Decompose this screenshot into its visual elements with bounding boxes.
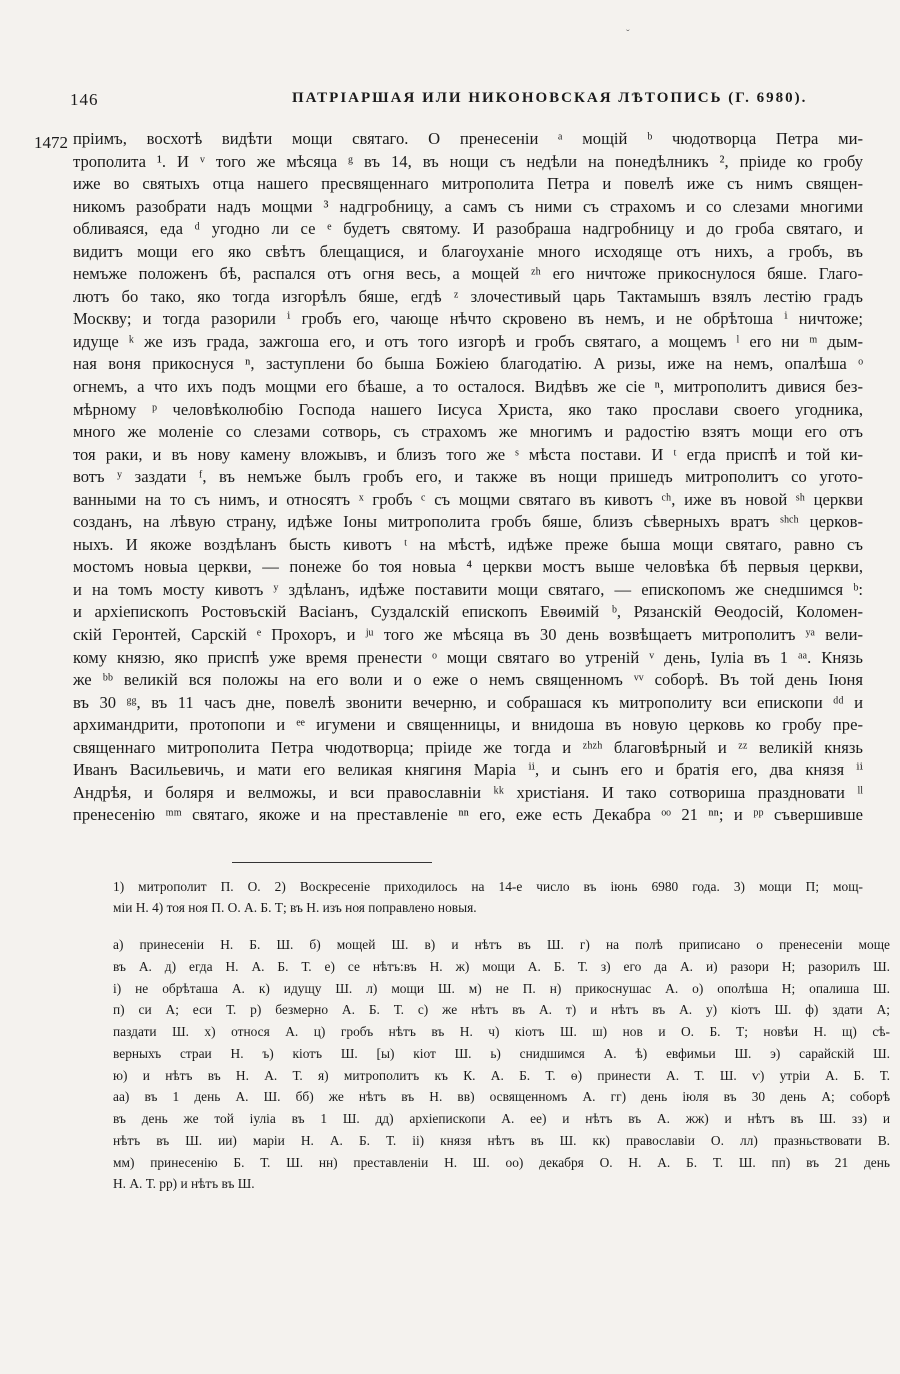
body-text-line: и на томъ мосту кивотъ ʸ здѣланъ, идѣже поставити мощи святаго, — епископомъ же снедшимся ᵇ: bbox=[73, 579, 863, 599]
page-header bbox=[70, 90, 850, 114]
body-text-line: идуще ᵏ же изъ града, зажгоша его, и отъ того изгорѣ и гробъ святаго, а мощемъ ˡ его ни ᵐ дым- bbox=[73, 331, 863, 351]
body-text-line: въ 30 ᵍᵍ, въ 11 часъ дне, повелѣ звонити вечерню, и собрашася къ митрополиту вси епископи ᵈᵈ и bbox=[73, 692, 863, 712]
body-text-line: обливаяся, еда ᵈ угодно ли се ᵉ будетъ святому. И разобраша надгробницу и до гроба святаго, и bbox=[73, 219, 863, 239]
page-smudge: ˇ bbox=[626, 28, 630, 40]
body-text-line: Андрѣя, и боляря и велможы, и вси православніи ᵏᵏ христіаня. И тако сотвориша праздновати ˡˡ bbox=[73, 782, 863, 802]
body-text-line: мѣрному ᵖ человѣколюбію Господа нашего Іисуса Христа, яко тако прослави своего угодника, bbox=[73, 399, 863, 419]
editorial-footnotes bbox=[113, 876, 863, 918]
variant-line: въ день же той іуліа въ 1 Ш. дд) архіепископи А. ее) и нѣтъ въ А. жж) и нѣтъ въ Ш. зз) и bbox=[113, 1111, 890, 1126]
body-text-line: Иванъ Васильевичь, и мати его великая княгиня Маріа ⁱⁱ, и сынъ его и братія его, два князя ⁱⁱ bbox=[73, 760, 863, 780]
margin-year: 1472 bbox=[34, 133, 68, 152]
variant-line: въ А. д) егда Н. А. Б. Т. е) се нѣтъ:въ Н. ж) мощи А. Б. Т. з) его да А. и) разори Н; разорилъ Ш. bbox=[113, 958, 890, 974]
body-text-line: огнемъ, а что ихъ подъ мощми его бѣаше, а то осталося. Видѣвъ же сіе ⁿ, митрополитъ дивися без- bbox=[73, 377, 863, 397]
variant-line: нѣтъ въ Ш. ии) маріи Н. А. Б. Т. іі) князя нѣтъ въ Ш. кк) православіи О. лл) празньствовати В. bbox=[113, 1132, 890, 1148]
body-text-line: вотъ ʸ заздати ᶠ, въ немъже былъ гробъ его, и также въ нощи пришедъ митрополитъ со угото- bbox=[73, 467, 863, 487]
body-text-line: видитъ мощи его яко свѣтъ блещащися, и благоуханіе много исходяще отъ нихъ, а гробъ, въ bbox=[73, 241, 863, 261]
footnote-line: 1) митрополит П. О. 2) Воскресеніе приходилось на 14-е число въ іюнь 6980 года. 3) мощи П; мощ- bbox=[113, 879, 863, 894]
variant-line: і) не обрѣташа А. к) идущу Ш. л) мощи Ш. м) не П. н) прикоснушас А. о) ополѣша Н; опалиша Ш. bbox=[113, 980, 890, 996]
variant-line: верныхъ страи Н. ъ) кіотъ Ш. [ы) кіот Ш. ь) снидшимся А. ѣ) евфимьи Ш. э) сарайскій Ш. bbox=[113, 1045, 890, 1061]
body-text-line: пренесенію ᵐᵐ святаго, якоже и на преставленіе ⁿⁿ его, еже есть Декабра ᵒᵒ 21 ⁿⁿ; и ᵖᵖ съвершивше bbox=[73, 805, 863, 825]
running-head: ПАТРІАРШАЯ ИЛИ НИКОНОВСКАЯ ЛѢТОПИСЬ (Г. 6980). bbox=[292, 90, 808, 106]
footnote-line: міи Н. 4) тоя ноя П. О. А. Б. Т; въ Н. изъ ноя поправлено новыя. bbox=[113, 900, 477, 915]
variant-line: паздати Ш. х) относя А. ц) гробъ нѣтъ въ Н. ч) кіотъ Ш. ш) нов и О. Б. Т; новѣи Н. щ) сѣ- bbox=[113, 1024, 890, 1039]
body-text-line: Москву; и тогда разорили ⁱ гробъ его, чающе нѣчто скровено въ немъ, и не обрѣтоша ⁱ ничтоже; bbox=[73, 309, 863, 329]
body-text-line: пріимъ, восхотѣ видѣти мощи святаго. О пренесеніи ᵃ мощій ᵇ чюдотворца Петра ми- bbox=[73, 129, 863, 148]
body-text-line: немъже положенъ бѣ, распался отъ огня весь, а мощей ᶻʰ его ничтоже прикоснулося бяше. Глаго- bbox=[73, 264, 863, 284]
variant-line: Н. А. Т. рр) и нѣтъ въ Ш. bbox=[113, 1176, 255, 1192]
body-text-line: иже во святыхъ отца нашего пресвященнаго митрополита Петра и повелѣ иже съ нимъ священ- bbox=[73, 174, 863, 194]
body-text-line: скій Геронтей, Сарскій ᵉ Прохоръ, и ʲᵘ того же мѣсяца въ 30 день возвѣщаетъ митрополитъ ʸᵃ вели- bbox=[73, 625, 863, 645]
variant-line: а) принесеніи Н. Б. Ш. б) мощей Ш. в) и нѣтъ въ Ш. г) на полѣ приписано о пренесеніи моще bbox=[113, 937, 890, 952]
body-text-line: никомъ разобрати надъ мощми ³ надгробницу, а самъ съ ними съ страхомъ и со слезами многими bbox=[73, 196, 863, 216]
body-text-line: много же моленіе со слезами сотворь, съ страхомъ же многимъ и радостію взятъ мощи его отъ bbox=[73, 422, 863, 442]
body-text-line: и архіепископъ Ростовъскій Васіанъ, Суздалскій епископъ Евѳимій ᵇ, Рязанскій Ѳеодосій, Коломен- bbox=[73, 602, 863, 622]
footnote-divider bbox=[232, 862, 432, 863]
body-text-line: архимандрити, протопопи и ᵉᵉ игумени и священницы, и внидоша въ новую церковь ко гробу пре- bbox=[73, 715, 863, 735]
variant-line: п) си А; еси Т. р) безмерно А. Б. Т. с) же нѣтъ въ А. т) и нѣтъ въ А. у) кіотъ Ш. ф) здати А; bbox=[113, 1002, 890, 1018]
body-text-line: ная воня прикоснуся ⁿ, заступлени бо быша Божіею благодатію. А ризы, иже на немъ, опалѣша ᵒ bbox=[73, 354, 863, 374]
body-text-line: священнаго митрополита Петра чюдотворца; пріиде же тогда и ᶻʰᶻʰ благовѣрный и ᶻᶻ великій князь bbox=[73, 737, 863, 757]
variant-line: ю) и нѣтъ въ Н. А. Т. я) митрополитъ къ К. А. Б. Т. ѳ) принести А. Т. Ш. ѵ) утріи А. Б. Т. bbox=[113, 1067, 890, 1083]
body-text-line: мостомъ новыа церкви, — понеже бо тоя новыа ⁴ церкви мостъ выше человѣка бѣ первыя церкви, bbox=[73, 557, 863, 577]
body-text-line: созданъ, на лѣвую страну, идѣже Іоны митрополита гробъ бяше, близъ сѣверныхъ вратъ ˢʰᶜʰ церков- bbox=[73, 512, 863, 532]
body-text-line: кому князю, яко приспѣ уже время пренести ᵒ мощи святаго во утреній ᵛ день, Іуліа въ 1 ᵃᵃ. Князь bbox=[73, 647, 863, 667]
body-text-line: ванными на то съ нимъ, и относятъ ˣ гробъ ᶜ съ мощми святаго въ кивотъ ᶜʰ, иже въ новой ˢʰ церкви bbox=[73, 489, 863, 509]
body-text-line: лютъ бо тако, яко тогда изгорѣлъ бяше, егдѣ ᶻ злочестивый царь Тактамышъ взялъ лестію градъ bbox=[73, 286, 863, 306]
body-text-line: тоя раки, и въ нову камену вложывъ, и близъ того же ˢ мѣста постави. И ᵗ егда приспѣ и той ки- bbox=[73, 444, 863, 464]
body-text-line: же ᵇᵇ великій вся положы на его воли и о еже о немъ священномъ ᵛᵛ соборѣ. Въ той день Іюня bbox=[73, 670, 863, 690]
textual-variants bbox=[113, 934, 890, 1195]
body-text-line: ныхъ. И якоже воздѣланъ бысть кивотъ ᵗ на мѣстѣ, идѣже преже быша мощи святаго, равно съ bbox=[73, 534, 863, 554]
variant-line: аа) въ 1 день А. Ш. бб) же нѣтъ въ Н. вв) освященномъ А. гг) день іюля въ 30 день А; соборѣ bbox=[113, 1089, 890, 1105]
chronicle-body-text bbox=[73, 128, 863, 827]
body-text-line: трополита ¹. И ᵛ того же мѣсяца ᵍ въ 14, въ нощи съ недѣли на понедѣлникъ ², пріиде ко гробу bbox=[73, 151, 863, 171]
variant-line: мм) принесенію Б. Т. Ш. нн) преставленіи Н. Ш. оо) декабря О. Н. А. Б. Т. Ш. пп) въ 21 день bbox=[113, 1154, 890, 1170]
page-number: 146 bbox=[70, 90, 99, 109]
